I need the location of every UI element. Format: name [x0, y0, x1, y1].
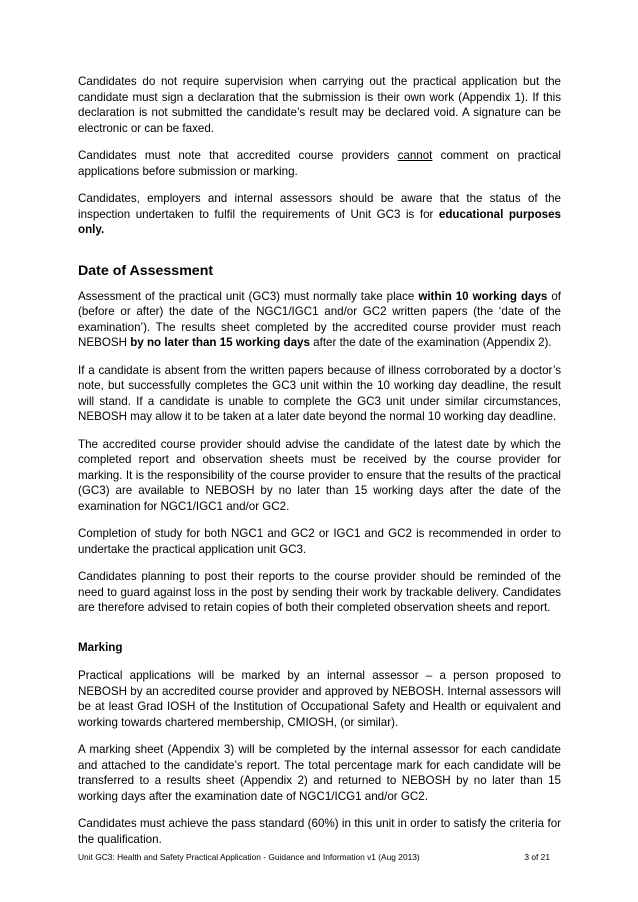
paragraph-assessment-text-d: after the date of the examination (Appendix 2).: [309, 336, 552, 349]
paragraph-no-comment-text-b: comment on practical applications before submission or marking.: [78, 149, 561, 178]
paragraph-absence: If a candidate is absent from the written papers because of illness corroborated by a doctor’s note, but successfully completes the GC3 unit within the 10 working day deadline, the result will stand. If a candidate is unable to complete the GC3 unit under similar circumstances, NEBOSH may allow it to be taken at a later date beyond the normal 10 working day deadline.: [78, 363, 561, 423]
footer-document-title: Unit GC3: Health and Safety Practical Application - Guidance and Information v1 (Aug 2013): [78, 852, 420, 862]
paragraph-pass-standard: Candidates must achieve the pass standard (60%) in this unit in order to satisfy the criteria for the qualification.: [78, 817, 561, 846]
emphasis-15-working-days: by no later than 15 working days: [130, 336, 310, 349]
paragraph-assessment-text-a: Assessment of the practical unit (GC3) must normally take place: [78, 289, 419, 303]
document-body: [78, 74, 561, 847]
emphasis-10-working-days: within 10 working days: [418, 289, 548, 303]
heading-date-of-assessment: Date of Assessment: [78, 262, 214, 279]
paragraph-no-comment-text-a: Candidates must note that accredited course providers: [78, 149, 398, 162]
paragraph-assessment-text-c: of (before or after) the date of the NGC1/IGC1 and/or GC2 written papers (the ‘date of the examination’). The results sheet completed by the accredited course provider must reach NEBOSH: [78, 289, 561, 349]
emphasis-cannot: cannot: [397, 149, 433, 162]
paragraph-provider-advice: The accredited course provider should advise the candidate of the latest date by which the completed report and observation sheets must be received by the course provider for marking. It is the responsibility of the course provider to ensure that the results of the practical (GC3) are available to NEBOSH by no later than 15 working days after the date of the examination for NGC1/IGC1 and/or GC2.: [78, 437, 561, 513]
paragraph-postal: Candidates planning to post their reports to the course provider should be reminded of the need to guard against loss in the post by sending their work by trackable delivery. Candidates are therefore advised to retain copies of both their completed observation sheets and report.: [78, 570, 561, 614]
heading-marking: Marking: [78, 640, 123, 654]
paragraph-supervision: Candidates do not require supervision when carrying out the practical application but the candidate must sign a declaration that the submission is their own work (Appendix 1). If this declaration is not submitted the candidate’s result may be declared void. A signature can be electronic or can be faxed.: [78, 75, 561, 135]
paragraph-marking-sheet: A marking sheet (Appendix 3) will be completed by the internal assessor for each candidate and attached to the candidate’s report. The total percentage mark for each candidate will be transferred to a results sheet (Appendix 2) and returned to NEBOSH by no later than 15 working days after the examination date of NGC1/ICG1 and/or GC2.: [78, 743, 561, 803]
footer-page-number: 3 of 21: [524, 852, 550, 862]
page-footer: [78, 852, 550, 863]
paragraph-no-comment: [78, 148, 561, 179]
paragraph-educational-text: Candidates, employers and internal assessors should be aware that the status of the inspection undertaken to fulfil the requirements of Unit GC3 is for: [78, 192, 561, 221]
paragraph-educational-purposes: [78, 191, 561, 238]
emphasis-educational-purposes: educational purposes only.: [78, 207, 562, 236]
paragraph-completion-of-study: Completion of study for both NGC1 and GC2 or IGC1 and GC2 is recommended in order to undertake the practical application unit GC3.: [78, 527, 561, 556]
paragraph-assessment-timing: [78, 289, 561, 351]
paragraph-internal-assessor: Practical applications will be marked by an internal assessor – a person proposed to NEBOSH by an accredited course provider and approved by NEBOSH. Internal assessors will be at least Grad IOSH of the Institution of Occupational Safety and Health or equivalent and working towards chartered membership, CMIOSH, (or similar).: [78, 669, 561, 729]
